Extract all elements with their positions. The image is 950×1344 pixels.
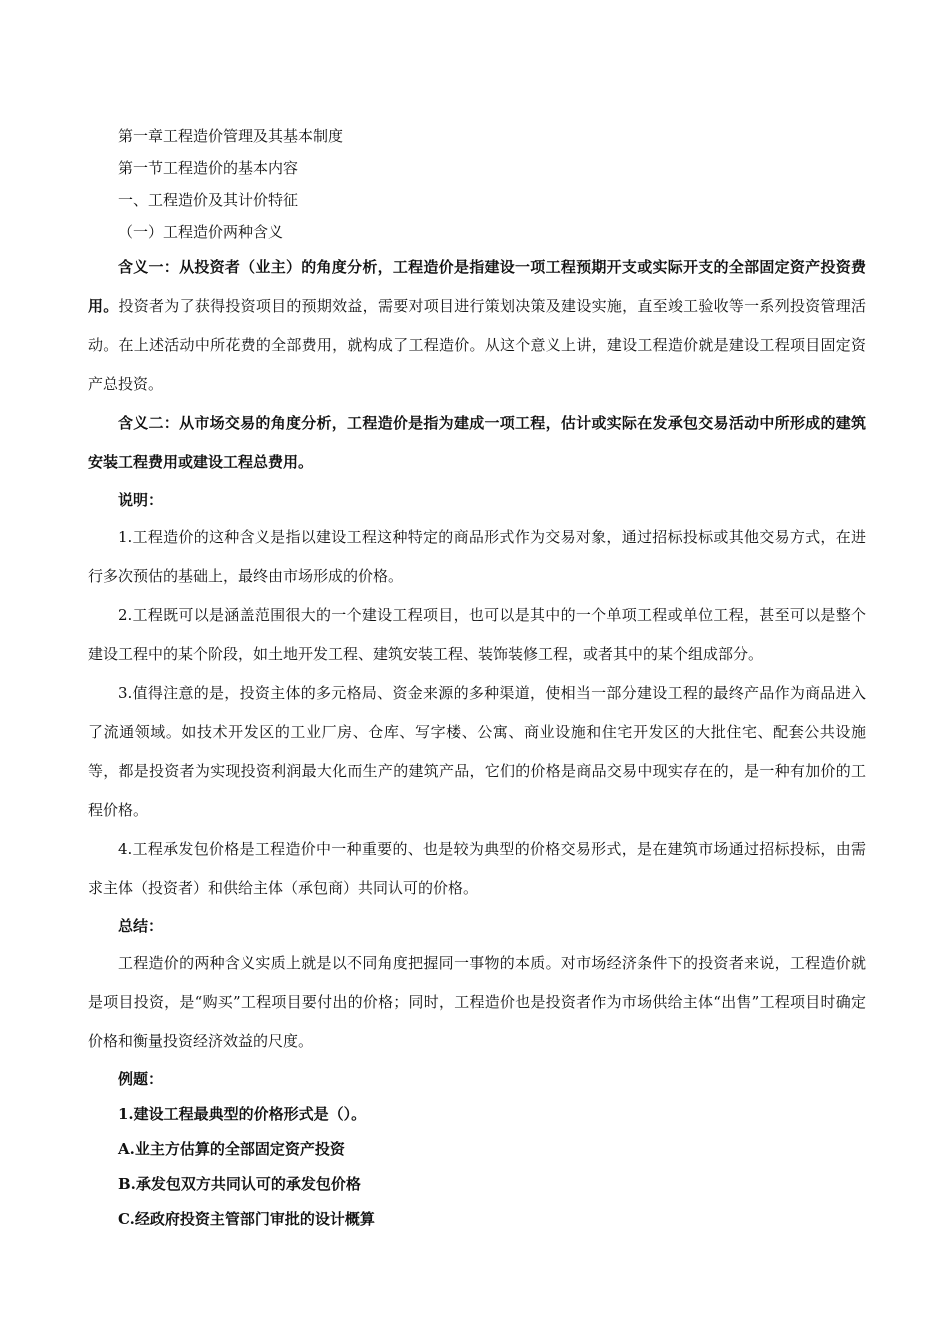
explain-item: 2.工程既可以是涵盖范围很大的一个建设工程项目，也可以是其中的一个单项工程或单位工程，甚至可以是整个建设工程中的某个阶段，如土地开发工程、建筑安装工程、装饰装修工程，或者其中的某个组成部分。 [88,606,866,663]
meaning-one-paragraph [88,248,866,404]
explain-item: 1.工程造价的这种含义是指以建设工程这种特定的商品形式作为交易对象，通过招标投标或其他交易方式，在进行多次预估的基础上，最终由市场形成的价格。 [88,528,866,585]
example-option: C.经政府投资主管部门审批的设计概算 [118,1210,375,1228]
explain-heading: 说明： [118,491,164,509]
summary-heading: 总结： [118,917,164,935]
meaning-two-paragraph: 含义二：从市场交易的角度分析，工程造价是指为建成一项工程，估计或实际在发承包交易活动中所形成的建筑安装工程费用或建设工程总费用。 [88,414,866,471]
chapter-heading: 第一章工程造价管理及其基本制度 [118,127,344,145]
example-heading: 例题： [118,1070,164,1088]
meaning-one-text: 投资者为了获得投资项目的预期效益，需要对项目进行策划决策及建设实施，直至竣工验收等一系列投资管理活动。在上述活动中所花费的全部费用，就构成了工程造价。从这个意义上讲，建设工程造价就是建设工程项目固定资产总投资。 [88,297,866,393]
example-question: 1.建设工程最典型的价格形式是（）。 [118,1105,367,1123]
subsection-heading: 一、工程造价及其计价特征 [118,191,299,209]
item-heading: （一）工程造价两种含义 [118,223,284,241]
summary-text: 工程造价的两种含义实质上就是以不同角度把握同一事物的本质。对市场经济条件下的投资者来说，工程造价就是项目投资，是“购买”工程项目要付出的价格；同时，工程造价也是投资者作为市场供给主体“出售”工程项目时确定价格和衡量投资经济效益的尺度。 [88,954,866,1050]
meaning-one-definition: 含义一：从投资者（业主）的角度分析，工程造价是指建设一项工程预期开支或实际开支的全部固定资产投资费用。 [88,258,866,315]
example-option: A.业主方估算的全部固定资产投资 [118,1140,345,1158]
section-heading: 第一节工程造价的基本内容 [118,159,299,177]
document-page [88,120,866,1237]
explain-item: 3.值得注意的是，投资主体的多元格局、资金来源的多种渠道，使相当一部分建设工程的最终产品作为商品进入了流通领域。如技术开发区的工业厂房、仓库、写字楼、公寓、商业设施和住宅开发区的大批住宅、配套公共设施等，都是投资者为实现投资利润最大化而生产的建筑产品，它们的价格是商品交易中现实存在的，是一种有加价的工程价格。 [88,684,866,819]
example-option: B.承发包双方共同认可的承发包价格 [118,1175,361,1193]
explain-item: 4.工程承发包价格是工程造价中一种重要的、也是较为典型的价格交易形式，是在建筑市场通过招标投标，由需求主体（投资者）和供给主体（承包商）共同认可的价格。 [88,840,866,897]
